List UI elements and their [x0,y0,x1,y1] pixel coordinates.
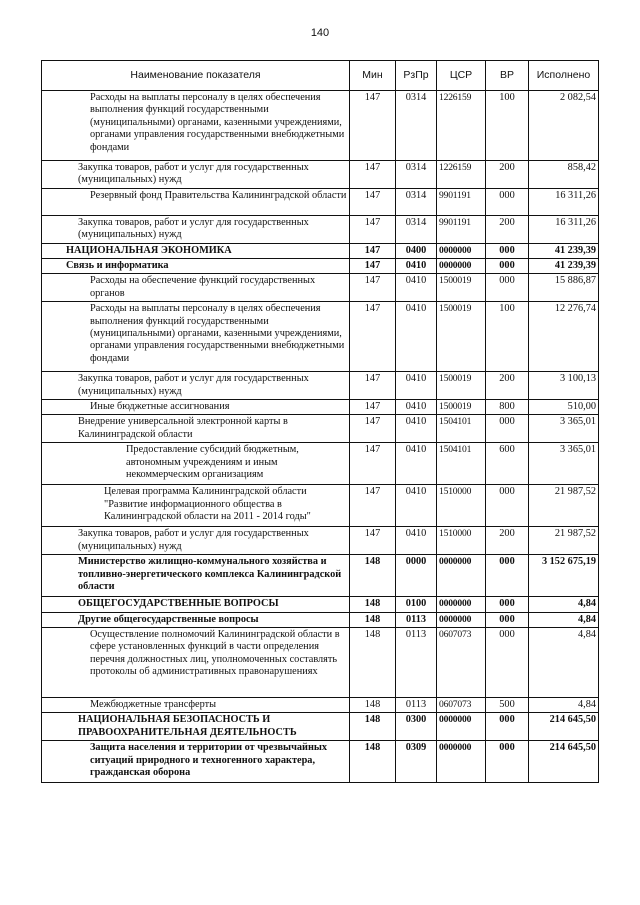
cell-sum: 3 100,13 [529,372,599,400]
cell-name: Межбюджетные трансферты [42,697,350,712]
cell-name: НАЦИОНАЛЬНАЯ БЕЗОПАСНОСТЬ И ПРАВООХРАНИТЕЛЬНАЯ ДЕЯТЕЛЬНОСТЬ [42,713,350,741]
cell-name: Резервный фонд Правительства Калининградской области [42,188,350,215]
page-number: 140 [310,27,330,39]
cell-vr: 000 [486,612,529,627]
budget-table [41,60,599,783]
table-row [42,612,599,627]
cell-rzpr: 0410 [396,485,437,527]
cell-vr: 000 [486,243,529,258]
column-header-csr: ЦСР [437,61,486,91]
column-header-vr: ВР [486,61,529,91]
column-header-name: Наименование показателя [42,61,350,91]
cell-rzpr: 0000 [396,555,437,597]
cell-rzpr: 0309 [396,741,437,783]
cell-csr: 1500019 [437,274,486,302]
cell-name: Другие общегосударственные вопросы [42,612,350,627]
cell-rzpr: 0400 [396,243,437,258]
cell-vr: 000 [486,485,529,527]
table-row [42,188,599,215]
cell-rzpr: 0314 [396,161,437,189]
cell-min: 147 [350,215,396,243]
cell-rzpr: 0113 [396,627,437,697]
table-row [42,259,599,274]
cell-min: 147 [350,91,396,161]
cell-sum: 3 365,01 [529,415,599,443]
cell-min: 148 [350,713,396,741]
cell-vr: 800 [486,400,529,415]
cell-sum: 4,84 [529,627,599,697]
cell-min: 148 [350,597,396,612]
cell-csr: 1500019 [437,400,486,415]
cell-csr: 1226159 [437,161,486,189]
cell-vr: 200 [486,215,529,243]
column-header-min: Мин [350,61,396,91]
table-row [42,627,599,697]
cell-sum: 4,84 [529,597,599,612]
table-row [42,555,599,597]
cell-rzpr: 0113 [396,697,437,712]
cell-csr: 1226159 [437,91,486,161]
cell-csr: 0000000 [437,555,486,597]
table-row [42,415,599,443]
cell-csr: 0000000 [437,713,486,741]
cell-name: Закупка товаров, работ и услуг для государственных (муниципальных) нужд [42,161,350,189]
cell-csr: 1500019 [437,372,486,400]
cell-csr: 1510000 [437,485,486,527]
cell-sum: 41 239,39 [529,259,599,274]
cell-sum: 2 082,54 [529,91,599,161]
cell-sum: 510,00 [529,400,599,415]
cell-csr: 0000000 [437,597,486,612]
cell-min: 147 [350,274,396,302]
cell-sum: 41 239,39 [529,243,599,258]
cell-csr: 0000000 [437,741,486,783]
cell-sum: 16 311,26 [529,188,599,215]
cell-rzpr: 0314 [396,91,437,161]
table-row [42,443,599,485]
table-row [42,697,599,712]
cell-sum: 21 987,52 [529,527,599,555]
cell-rzpr: 0410 [396,443,437,485]
table-row [42,91,599,161]
cell-sum: 12 276,74 [529,302,599,372]
cell-name: Связь и информатика [42,259,350,274]
cell-vr: 000 [486,741,529,783]
cell-sum: 3 365,01 [529,443,599,485]
cell-name: Закупка товаров, работ и услуг для государственных (муниципальных) нужд [42,527,350,555]
cell-name: ОБЩЕГОСУДАРСТВЕННЫЕ ВОПРОСЫ [42,597,350,612]
cell-rzpr: 0410 [396,527,437,555]
cell-csr: 1510000 [437,527,486,555]
cell-rzpr: 0410 [396,274,437,302]
cell-rzpr: 0100 [396,597,437,612]
cell-sum: 16 311,26 [529,215,599,243]
cell-sum: 858,42 [529,161,599,189]
table-row [42,713,599,741]
cell-name: Целевая программа Калининградской области "Развитие информационного общества в Калининградской области на 2011 - 2014 годы" [42,485,350,527]
column-header-rzpr: РзПр [396,61,437,91]
cell-csr: 0000000 [437,612,486,627]
cell-name: Расходы на выплаты персоналу в целях обеспечения выполнения функций государственными (муниципальными) органами, казенными учреждениями, органами управления государственными внебюджетными фондами [42,91,350,161]
cell-rzpr: 0410 [396,415,437,443]
table-row [42,215,599,243]
cell-name: Закупка товаров, работ и услуг для государственных (муниципальных) нужд [42,372,350,400]
cell-vr: 000 [486,555,529,597]
cell-rzpr: 0314 [396,215,437,243]
cell-sum: 3 152 675,19 [529,555,599,597]
cell-min: 147 [350,485,396,527]
table-row [42,274,599,302]
table-row [42,597,599,612]
cell-min: 147 [350,161,396,189]
table-row [42,527,599,555]
cell-sum: 15 886,87 [529,274,599,302]
cell-name: Иные бюджетные ассигнования [42,400,350,415]
cell-vr: 500 [486,697,529,712]
cell-rzpr: 0410 [396,259,437,274]
table-row [42,400,599,415]
cell-min: 147 [350,415,396,443]
cell-name: Расходы на обеспечение функций государственных органов [42,274,350,302]
cell-name: Закупка товаров, работ и услуг для государственных (муниципальных) нужд [42,215,350,243]
table-row [42,161,599,189]
cell-min: 147 [350,527,396,555]
cell-min: 148 [350,697,396,712]
cell-vr: 000 [486,597,529,612]
cell-rzpr: 0410 [396,302,437,372]
cell-name: Защита населения и территории от чрезвычайных ситуаций природного и техногенного характера, гражданская оборона [42,741,350,783]
table-body [42,91,599,783]
cell-csr: 9901191 [437,188,486,215]
cell-min: 147 [350,302,396,372]
cell-name: НАЦИОНАЛЬНАЯ ЭКОНОМИКА [42,243,350,258]
cell-csr: 0000000 [437,259,486,274]
cell-rzpr: 0314 [396,188,437,215]
cell-min: 148 [350,627,396,697]
table-row [42,243,599,258]
cell-csr: 0607073 [437,697,486,712]
cell-min: 147 [350,443,396,485]
cell-name: Предоставление субсидий бюджетным, автономным учреждениям и иным некоммерческим организациям [42,443,350,485]
cell-sum: 4,84 [529,612,599,627]
cell-min: 148 [350,555,396,597]
cell-name: Внедрение универсальной электронной карты в Калининградской области [42,415,350,443]
cell-sum: 214 645,50 [529,741,599,783]
cell-rzpr: 0300 [396,713,437,741]
cell-name: Расходы на выплаты персоналу в целях обеспечения выполнения функций государственными (муниципальными) органами, казенными учреждениями, органами управления государственными внебюджетными фондами [42,302,350,372]
cell-csr: 9901191 [437,215,486,243]
cell-rzpr: 0410 [396,372,437,400]
cell-min: 147 [350,243,396,258]
cell-name: Министерство жилищно-коммунального хозяйства и топливно-энергетического комплекса Калининградской области [42,555,350,597]
table-row [42,302,599,372]
cell-vr: 600 [486,443,529,485]
cell-min: 147 [350,372,396,400]
cell-vr: 200 [486,527,529,555]
cell-name: Осуществление полномочий Калининградской области в сфере установленных функций в части определения перечня должностных лиц, уполномоченных составлять протоколы об административных правонарушениях [42,627,350,697]
table-header-row [42,61,599,91]
cell-min: 148 [350,612,396,627]
cell-csr: 0000000 [437,243,486,258]
cell-csr: 0607073 [437,627,486,697]
cell-vr: 100 [486,302,529,372]
cell-sum: 4,84 [529,697,599,712]
cell-vr: 100 [486,91,529,161]
cell-vr: 200 [486,372,529,400]
table-row [42,372,599,400]
cell-vr: 200 [486,161,529,189]
cell-rzpr: 0113 [396,612,437,627]
table-row [42,741,599,783]
cell-csr: 1504101 [437,443,486,485]
cell-vr: 000 [486,274,529,302]
cell-min: 147 [350,188,396,215]
cell-vr: 000 [486,188,529,215]
cell-vr: 000 [486,627,529,697]
cell-min: 147 [350,259,396,274]
cell-vr: 000 [486,259,529,274]
cell-csr: 1504101 [437,415,486,443]
table-row [42,485,599,527]
cell-csr: 1500019 [437,302,486,372]
cell-min: 147 [350,400,396,415]
column-header-sum: Исполнено [529,61,599,91]
cell-sum: 21 987,52 [529,485,599,527]
cell-min: 148 [350,741,396,783]
cell-sum: 214 645,50 [529,713,599,741]
cell-vr: 000 [486,415,529,443]
cell-rzpr: 0410 [396,400,437,415]
cell-vr: 000 [486,713,529,741]
